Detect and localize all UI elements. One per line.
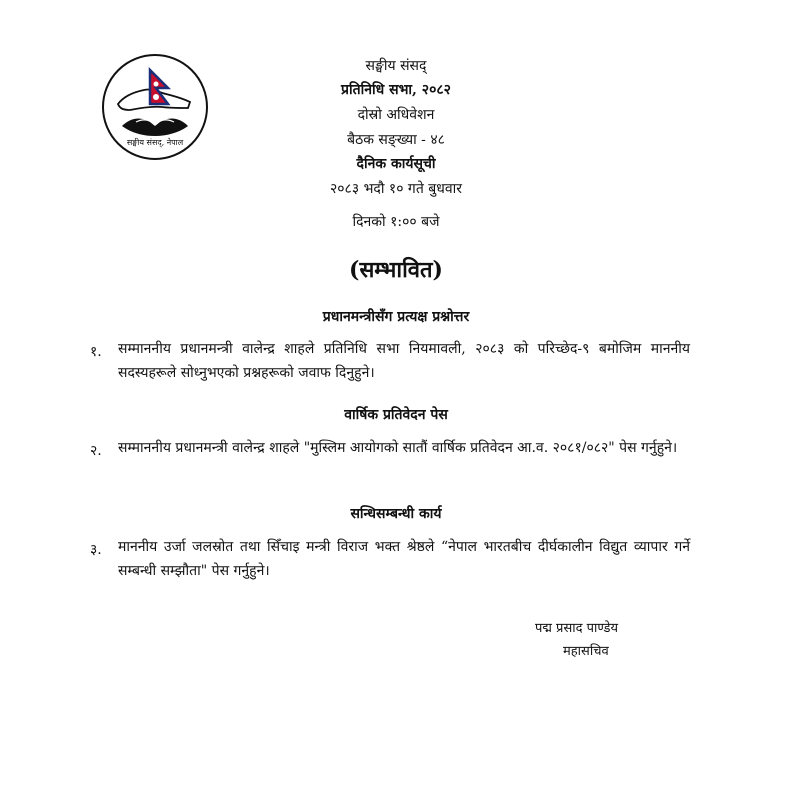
- signatory-name: पद्म प्रसाद पाण्डेय: [535, 621, 619, 636]
- header-date: २०८३ भदौ १० गते बुधवार: [330, 181, 462, 197]
- item-text-1: सम्माननीय प्रधानमन्त्री वालेन्द्र शाहले प्रतिनिधि सभा नियमावली, २०८३ को परिच्छेद-९ बमोजिम माननीय सदस्यहरूले सोध्नुभएको प्रश्नहरूको जवाफ दिनुहुने।: [118, 341, 690, 381]
- emblem-text: सङ्घीय संसद्, नेपाल: [126, 138, 184, 147]
- item-number-2: २.: [90, 443, 102, 459]
- section-heading-1: प्रधानमन्त्रीसँग प्रत्यक्ष प्रश्नोत्तर: [322, 309, 470, 325]
- item-number-1: १.: [90, 344, 102, 360]
- header-session: दोस्रो अधिवेशन: [357, 107, 435, 123]
- section-heading-2: वार्षिक प्रतिवेदन पेस: [344, 407, 448, 423]
- item-text-2: सम्माननीय प्रधानमन्त्री वालेन्द्र शाहले "मुस्लिम आयोगको सातौं वार्षिक प्रतिवेदन आ.व. २०८१/०८२" पेस गर्नुहुने।: [118, 440, 678, 456]
- item-text-3: माननीय उर्जा जलस्रोत तथा सिँचाइ मन्त्री विराज भक्त श्रेष्ठले “नेपाल भारतबीच दीर्घकालीन विद्युत व्यापार गर्ने सम्बन्धी सम्झौता" पेस गर्नुहुने।: [118, 539, 690, 579]
- header-house: प्रतिनिधि सभा, २०८२: [341, 82, 451, 98]
- header-parliament: सङ्घीय संसद्: [365, 58, 427, 74]
- status-label: (सम्भावित): [349, 257, 443, 283]
- header-meeting-number: बैठक सङ्ख्या - ४८: [347, 132, 445, 148]
- header-time: दिनको १:०० बजे: [352, 214, 440, 230]
- item-number-3: ३.: [90, 542, 102, 558]
- signatory-title: महासचिव: [563, 644, 609, 659]
- section-heading-3: सन्धिसम्बन्धी कार्य: [350, 506, 442, 522]
- header-agenda-title: दैनिक कार्यसूची: [356, 156, 436, 172]
